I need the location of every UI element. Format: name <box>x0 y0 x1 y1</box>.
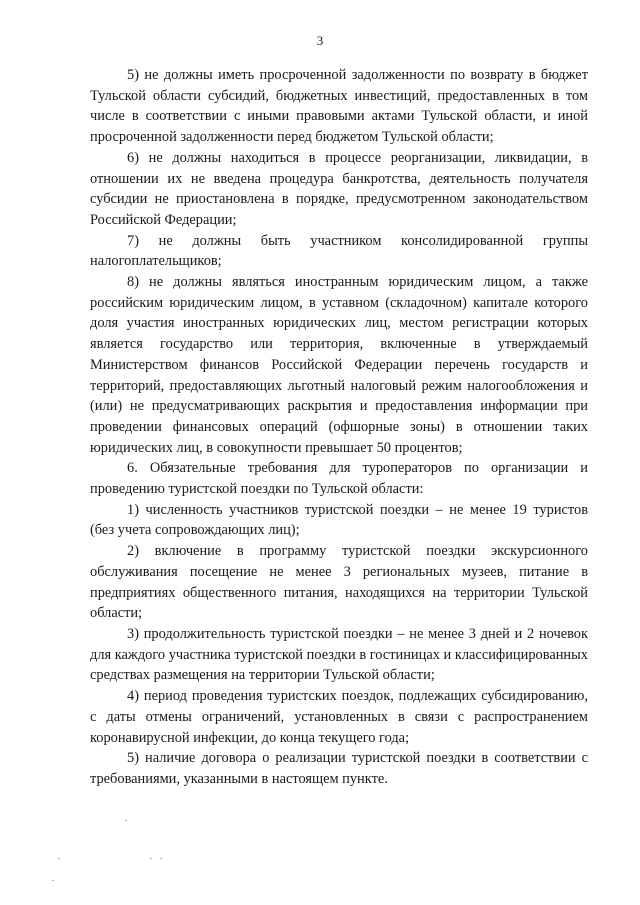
paragraph-req-4-period: 4) период проведения туристских поездок, подлежащих субсидированию, с даты отмены ограничений, установленных в связи с распространением коронавирусной инфекции, до конца текущего года; <box>90 688 588 746</box>
scan-artifact <box>125 820 127 821</box>
paragraph-item-5-debt: 5) не должны иметь просроченной задолженности по возврату в бюджет Тульской области субсидий, бюджетных инвестиций, предоставленных в том числе в соответствии с иными правовыми актами Тульской области, и иной просроченной задолженности перед бюджетом Тульской области; <box>90 67 588 146</box>
scan-artifact <box>52 880 54 881</box>
scan-artifact <box>150 858 152 859</box>
paragraph-item-8-foreign-entity: 8) не должны являться иностранным юридическим лицом, а также российским юридическим лицом, в уставном (складочном) капитале которого доля участия иностранных юридических лиц, местом регистрации которых является государство или территория, включенные в утверждаемый Министерством финансов Российской Федерации перечень государств и территорий, предоставляющих льготный налоговый режим налогообложения и (или) не предусматривающих раскрытия и предоставления информации при проведении финансовых операций (офшорные зоны) в отношении таких юридических лиц, в совокупности превышает 50 процентов; <box>90 274 588 456</box>
paragraph-req-2-program: 2) включение в программу туристской поездки экскурсионного обслуживания посещение не менее 3 региональных музеев, питание в предприятиях общественного питания, находящихся на территории Тульской области; <box>90 543 588 622</box>
paragraph-req-1-participants: 1) численность участников туристской поездки – не менее 19 туристов (без учета сопровождающих лиц); <box>90 501 588 539</box>
paragraph-req-3-duration: 3) продолжительность туристской поездки – не менее 3 дней и 2 ночевок для каждого участника туристской поездки в гостиницах и классифицированных средствах размещения на территории Тульской области; <box>90 625 588 684</box>
document-body <box>90 65 588 790</box>
paragraph-section-6-requirements: 6. Обязательные требования для туроператоров по организации и проведению туристской поездки по Тульской области: <box>90 460 588 498</box>
paragraph-item-7-taxpayer-group: 7) не должны быть участником консолидированной группы налогоплательщиков; <box>90 232 588 270</box>
scan-artifact <box>58 858 60 859</box>
scan-artifact <box>160 858 162 859</box>
page-number: 3 <box>316 33 324 48</box>
paragraph-item-6-reorganization: 6) не должны находиться в процессе реорганизации, ликвидации, в отношении их не введена процедура банкротства, деятельность получателя субсидии не приостановлена в порядке, предусмотренном законодательством Российской Федерации; <box>90 149 588 228</box>
paragraph-req-5-contract: 5) наличие договора о реализации туристской поездки в соответствии с требованиями, указанными в настоящем пункте. <box>90 750 588 787</box>
